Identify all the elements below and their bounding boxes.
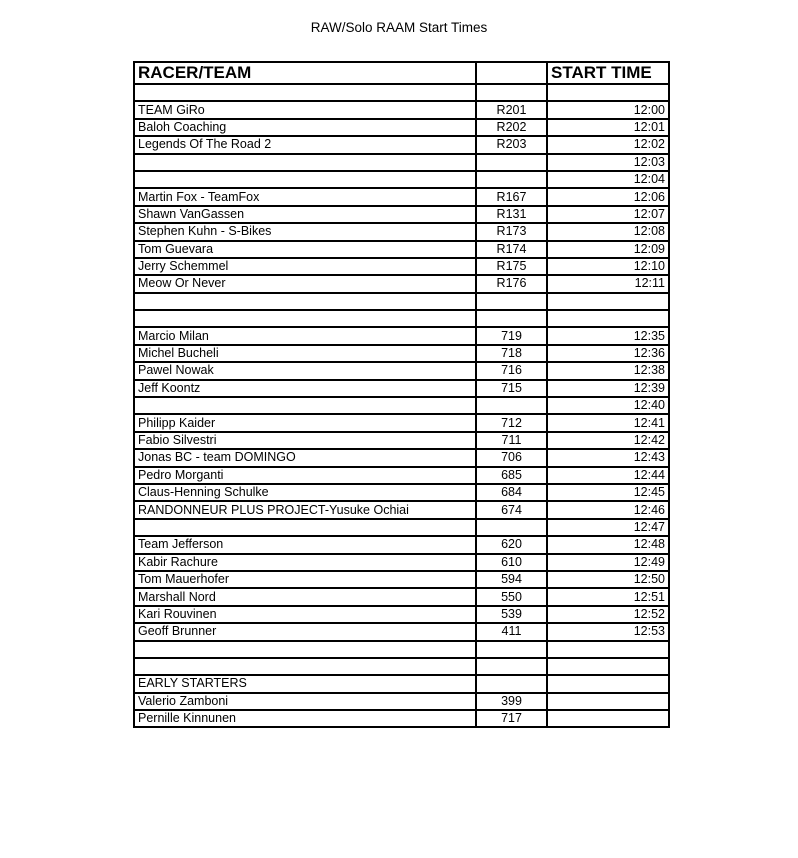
table-row	[134, 241, 669, 258]
racer-team-cell: Geoff Brunner	[134, 623, 476, 640]
table-row	[134, 258, 669, 275]
race-number-cell: 610	[476, 554, 547, 571]
race-number-cell: 411	[476, 623, 547, 640]
start-time-cell: 12:03	[547, 154, 669, 171]
start-time-cell: 12:01	[547, 119, 669, 136]
start-time-cell: 12:50	[547, 571, 669, 588]
racer-team-cell: Fabio Silvestri	[134, 432, 476, 449]
start-time-cell: 12:35	[547, 327, 669, 344]
header-racer-team: RACER/TEAM	[134, 62, 476, 84]
start-time-cell	[547, 658, 669, 675]
start-time-cell: 12:11	[547, 275, 669, 292]
start-times-table	[133, 61, 670, 728]
race-number-cell: R173	[476, 223, 547, 240]
start-time-cell: 12:51	[547, 588, 669, 605]
race-number-cell: 719	[476, 327, 547, 344]
race-number-cell: 716	[476, 362, 547, 379]
racer-team-cell	[134, 397, 476, 414]
racer-team-cell: Martin Fox - TeamFox	[134, 188, 476, 205]
race-number-cell	[476, 397, 547, 414]
table-row	[134, 188, 669, 205]
table-row	[134, 641, 669, 658]
race-number-cell: R176	[476, 275, 547, 292]
table-row	[134, 710, 669, 727]
racer-team-cell	[134, 641, 476, 658]
table-row	[134, 606, 669, 623]
table-row	[134, 397, 669, 414]
start-time-cell: 12:00	[547, 101, 669, 118]
start-time-cell: 12:40	[547, 397, 669, 414]
start-time-cell	[547, 641, 669, 658]
race-number-cell: R201	[476, 101, 547, 118]
racer-team-cell: Pernille Kinnunen	[134, 710, 476, 727]
table-row	[134, 380, 669, 397]
start-time-cell: 12:36	[547, 345, 669, 362]
start-time-cell: 12:46	[547, 501, 669, 518]
racer-team-cell: RANDONNEUR PLUS PROJECT-Yusuke Ochiai	[134, 501, 476, 518]
race-number-cell	[476, 84, 547, 101]
start-time-cell: 12:38	[547, 362, 669, 379]
start-time-cell: 12:04	[547, 171, 669, 188]
start-time-cell: 12:09	[547, 241, 669, 258]
start-time-cell: 12:42	[547, 432, 669, 449]
table-row	[134, 449, 669, 466]
race-number-cell: 685	[476, 467, 547, 484]
racer-team-cell: Claus-Henning Schulke	[134, 484, 476, 501]
race-number-cell: 399	[476, 693, 547, 710]
table-header-row	[134, 62, 669, 84]
race-number-cell	[476, 310, 547, 327]
racer-team-cell: Tom Mauerhofer	[134, 571, 476, 588]
racer-team-cell: Marshall Nord	[134, 588, 476, 605]
table-row	[134, 675, 669, 692]
start-time-cell	[547, 675, 669, 692]
header-number	[476, 62, 547, 84]
race-number-cell	[476, 675, 547, 692]
table-row	[134, 414, 669, 431]
racer-team-cell: EARLY STARTERS	[134, 675, 476, 692]
table-row	[134, 554, 669, 571]
start-time-cell: 12:02	[547, 136, 669, 153]
table-row	[134, 623, 669, 640]
racer-team-cell: Jerry Schemmel	[134, 258, 476, 275]
racer-team-cell: Tom Guevara	[134, 241, 476, 258]
racer-team-cell	[134, 658, 476, 675]
table-row	[134, 101, 669, 118]
race-number-cell: 706	[476, 449, 547, 466]
start-time-cell	[547, 293, 669, 310]
race-number-cell: 674	[476, 501, 547, 518]
race-number-cell: R203	[476, 136, 547, 153]
racer-team-cell: Philipp Kaider	[134, 414, 476, 431]
start-time-cell: 12:39	[547, 380, 669, 397]
race-number-cell	[476, 658, 547, 675]
race-number-cell: R175	[476, 258, 547, 275]
race-number-cell: 712	[476, 414, 547, 431]
table-row	[134, 519, 669, 536]
table-row	[134, 658, 669, 675]
race-number-cell: 620	[476, 536, 547, 553]
table-row	[134, 484, 669, 501]
racer-team-cell	[134, 310, 476, 327]
race-number-cell: 717	[476, 710, 547, 727]
racer-team-cell: Valerio Zamboni	[134, 693, 476, 710]
racer-team-cell: Meow Or Never	[134, 275, 476, 292]
start-time-cell: 12:45	[547, 484, 669, 501]
racer-team-cell	[134, 519, 476, 536]
start-time-cell: 12:47	[547, 519, 669, 536]
racer-team-cell	[134, 293, 476, 310]
racer-team-cell	[134, 84, 476, 101]
table-row	[134, 571, 669, 588]
racer-team-cell: Kabir Rachure	[134, 554, 476, 571]
racer-team-cell: Baloh Coaching	[134, 119, 476, 136]
document-title: RAW/Solo RAAM Start Times	[310, 20, 488, 35]
racer-team-cell: Team Jefferson	[134, 536, 476, 553]
start-time-cell: 12:10	[547, 258, 669, 275]
start-time-cell: 12:43	[547, 449, 669, 466]
start-time-cell: 12:53	[547, 623, 669, 640]
race-number-cell: R174	[476, 241, 547, 258]
table-row	[134, 275, 669, 292]
table-row	[134, 293, 669, 310]
start-time-cell: 12:07	[547, 206, 669, 223]
racer-team-cell: TEAM GiRo	[134, 101, 476, 118]
racer-team-cell: Shawn VanGassen	[134, 206, 476, 223]
race-number-cell	[476, 519, 547, 536]
table-row	[134, 327, 669, 344]
table-row	[134, 206, 669, 223]
start-time-cell	[547, 310, 669, 327]
race-number-cell: 711	[476, 432, 547, 449]
table-row	[134, 223, 669, 240]
race-number-cell: R131	[476, 206, 547, 223]
start-time-cell: 12:49	[547, 554, 669, 571]
header-start-time: START TIME	[547, 62, 669, 84]
racer-team-cell: Jonas BC - team DOMINGO	[134, 449, 476, 466]
table-row	[134, 310, 669, 327]
race-number-cell: 715	[476, 380, 547, 397]
racer-team-cell: Pedro Morganti	[134, 467, 476, 484]
table-row	[134, 536, 669, 553]
start-time-cell: 12:52	[547, 606, 669, 623]
race-number-cell: 594	[476, 571, 547, 588]
race-number-cell: R167	[476, 188, 547, 205]
table-row	[134, 84, 669, 101]
racer-team-cell: Stephen Kuhn - S-Bikes	[134, 223, 476, 240]
race-number-cell: 550	[476, 588, 547, 605]
start-time-cell: 12:48	[547, 536, 669, 553]
table-row	[134, 136, 669, 153]
race-number-cell	[476, 641, 547, 658]
table-row	[134, 693, 669, 710]
table-row	[134, 362, 669, 379]
race-number-cell: 684	[476, 484, 547, 501]
start-time-cell: 12:06	[547, 188, 669, 205]
racer-team-cell: Michel Bucheli	[134, 345, 476, 362]
table-row	[134, 154, 669, 171]
table-row	[134, 432, 669, 449]
racer-team-cell	[134, 171, 476, 188]
racer-team-cell: Marcio Milan	[134, 327, 476, 344]
race-number-cell: R202	[476, 119, 547, 136]
race-number-cell	[476, 154, 547, 171]
race-number-cell: 539	[476, 606, 547, 623]
start-time-cell: 12:41	[547, 414, 669, 431]
racer-team-cell: Jeff Koontz	[134, 380, 476, 397]
start-time-cell	[547, 693, 669, 710]
start-time-cell: 12:08	[547, 223, 669, 240]
table-row	[134, 345, 669, 362]
racer-team-cell	[134, 154, 476, 171]
table-row	[134, 588, 669, 605]
racer-team-cell: Pawel Nowak	[134, 362, 476, 379]
race-number-cell	[476, 171, 547, 188]
race-number-cell: 718	[476, 345, 547, 362]
start-time-cell	[547, 84, 669, 101]
racer-team-cell: Legends Of The Road 2	[134, 136, 476, 153]
table-row	[134, 501, 669, 518]
table-row	[134, 171, 669, 188]
start-time-cell: 12:44	[547, 467, 669, 484]
table-row	[134, 467, 669, 484]
start-time-cell	[547, 710, 669, 727]
race-number-cell	[476, 293, 547, 310]
racer-team-cell: Kari Rouvinen	[134, 606, 476, 623]
table-row	[134, 119, 669, 136]
